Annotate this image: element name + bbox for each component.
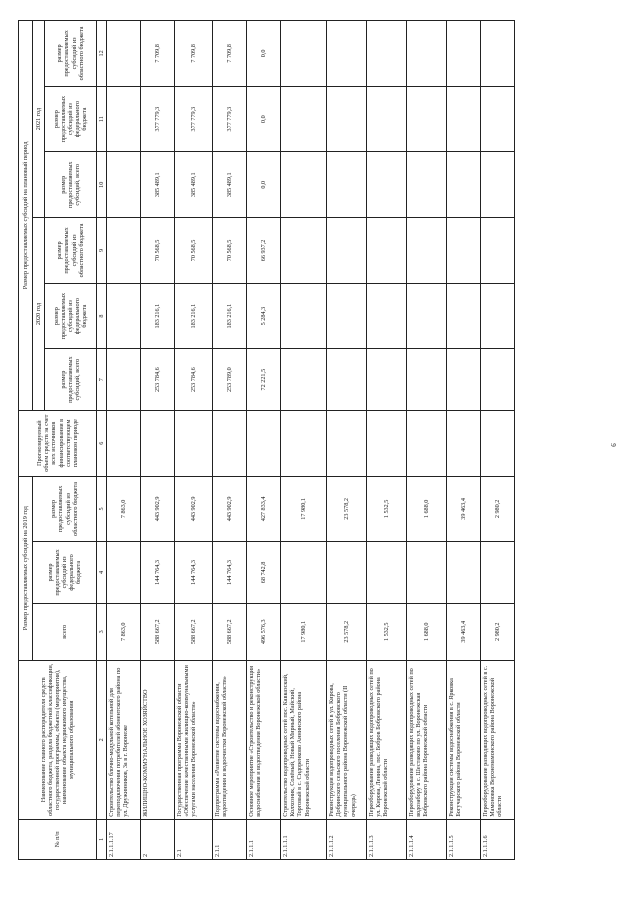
row-name-cell: Государственная программа Воронежской области «Обеспечение качественными жилищно-коммунальными услугами населения Воронежской области» [175, 660, 213, 819]
table-row [281, 21, 327, 860]
value-cell: 0,0 [247, 152, 281, 218]
row-number-cell: 2.1.1.1.6 [481, 819, 515, 859]
value-cell [327, 152, 367, 218]
row-number-cell: 2.1.1 [213, 819, 247, 859]
table-row [407, 21, 447, 860]
value-cell: 253 784,6 [141, 349, 175, 410]
header-regional-2019: размер предоставляемых субсидий из областного бюджета [33, 476, 97, 542]
column-number: 3 [97, 603, 107, 660]
value-cell [407, 218, 447, 284]
value-cell [327, 542, 367, 603]
value-cell [107, 86, 141, 152]
value-cell: 183 216,1 [175, 283, 213, 349]
value-cell [367, 218, 407, 284]
table-row [107, 21, 141, 860]
value-cell: 377 779,3 [175, 86, 213, 152]
value-cell [407, 283, 447, 349]
value-cell [281, 542, 327, 603]
value-cell: 66 937,2 [247, 218, 281, 284]
value-cell [281, 410, 327, 476]
table-row [141, 21, 175, 860]
value-cell [367, 349, 407, 410]
value-cell [407, 410, 447, 476]
value-cell [327, 86, 367, 152]
row-number-cell: 2.1.1.1 [247, 819, 281, 859]
value-cell: 0,0 [247, 21, 281, 87]
table-row [367, 21, 407, 860]
row-number-cell: 2.1.1.1.2 [327, 819, 367, 859]
value-cell: 253 789,0 [213, 349, 247, 410]
header-total-2020: размер предоставляемых субсидий, всего [45, 349, 97, 410]
row-name-cell: Строительство водопроводных сетей пос. Кавказский, Колхозник, Солёный, Новый Мирный, Майский, Торговый в с. Сидоренково Аннинского района Воронежской области [281, 660, 327, 819]
value-cell: 1 688,0 [407, 476, 447, 542]
value-cell: 1 688,0 [407, 603, 447, 660]
row-number-cell: 2.1 [175, 819, 213, 859]
value-cell: 144 764,3 [175, 542, 213, 603]
value-cell [447, 86, 481, 152]
header-regional-2021: размер предоставляемых субсидий из областного бюджета [45, 21, 97, 87]
value-cell: 443 902,9 [213, 476, 247, 542]
column-number: 7 [97, 349, 107, 410]
header-federal-2019: размер предоставляемых субсидий из федерального бюджета [33, 542, 97, 603]
value-cell [447, 283, 481, 349]
value-cell: 70 568,5 [175, 218, 213, 284]
value-cell [107, 21, 141, 87]
value-cell: 0,0 [247, 86, 281, 152]
header-plan-period: Размер предоставляемых субсидий на плановый период [19, 21, 33, 411]
value-cell: 23 578,2 [327, 476, 367, 542]
table-row [213, 21, 247, 860]
value-cell [107, 218, 141, 284]
table-row [247, 21, 281, 860]
value-cell: 144 764,3 [141, 542, 175, 603]
value-cell: 39 463,4 [447, 603, 481, 660]
column-number: 4 [97, 542, 107, 603]
header-total-2021: размер предоставляемых субсидий, всего [45, 152, 97, 218]
value-cell [367, 410, 407, 476]
row-number-cell: 2.1.1.1.5 [447, 819, 481, 859]
value-cell [481, 218, 515, 284]
value-cell: 253 784,6 [175, 349, 213, 410]
header-no: № п/п [19, 819, 97, 859]
value-cell: 23 578,2 [327, 603, 367, 660]
row-name-cell: Строительство блочно-модульной котельной для переподключения потребителей абонентского района по ул. Дружинников, 3а в г. Воронеже [107, 660, 141, 819]
value-cell [327, 410, 367, 476]
value-cell [141, 410, 175, 476]
value-cell [327, 218, 367, 284]
value-cell: 7 709,8 [175, 21, 213, 87]
value-cell [367, 21, 407, 87]
value-cell: 70 568,5 [213, 218, 247, 284]
column-number: 12 [97, 21, 107, 87]
value-cell: 377 779,3 [141, 86, 175, 152]
value-cell: 443 902,9 [141, 476, 175, 542]
value-cell [281, 86, 327, 152]
value-cell: 588 667,2 [213, 603, 247, 660]
row-name-cell: Основное мероприятие «Строительство и реконструкция водоснабжения и водоотведения Воронежской области» [247, 660, 281, 819]
row-name-cell: Реконструкция системы водоснабжения в с. Ярковка Богучарского района Воронежской области [447, 660, 481, 819]
value-cell: 183 216,1 [141, 283, 175, 349]
value-cell [481, 21, 515, 87]
value-cell: 385 489,1 [213, 152, 247, 218]
header-federal-2020: размер предоставляемых субсидий из федерального бюджета [45, 283, 97, 349]
value-cell [281, 349, 327, 410]
value-cell [367, 152, 407, 218]
value-cell [407, 349, 447, 410]
header-regional-2020: размер предоставляемых субсидий из областного бюджета [45, 218, 97, 284]
value-cell: 427 833,4 [247, 476, 281, 542]
value-cell: 496 576,3 [247, 603, 281, 660]
value-cell: 7 709,8 [141, 21, 175, 87]
value-cell: 588 667,2 [175, 603, 213, 660]
value-cell [107, 349, 141, 410]
value-cell [447, 21, 481, 87]
value-cell: 7 709,8 [213, 21, 247, 87]
value-cell [481, 542, 515, 603]
column-number: 2 [97, 660, 107, 819]
column-number: 9 [97, 218, 107, 284]
value-cell: 2 980,2 [481, 603, 515, 660]
value-cell: 385 489,1 [141, 152, 175, 218]
value-cell [327, 21, 367, 87]
row-name-cell: Переоборудование разводящих водопроводных сетей по водозабору в с. Шестаково по ул. Воронежская Бобровского района Воронежской области [407, 660, 447, 819]
value-cell [407, 21, 447, 87]
header-forecast: Прогнозируемый объем средств за счет всех источников финансирования в соответствующем плановом периоде [19, 410, 97, 476]
value-cell: 17 980,1 [281, 603, 327, 660]
value-cell: 72 221,5 [247, 349, 281, 410]
value-cell [367, 283, 407, 349]
row-name-cell: Подпрограмма «Развитие системы водоснабжения, водоотведения и водоочистки Воронежской области» [213, 660, 247, 819]
column-number: 6 [97, 410, 107, 476]
value-cell: 2 980,2 [481, 476, 515, 542]
value-cell: 385 489,1 [175, 152, 213, 218]
row-name-cell: Переоборудование разводящих водопроводных сетей в с. Мамоновка Верхнемамонского района Воронежской области [481, 660, 515, 819]
row-number-cell: 2.1.1.1.17 [107, 819, 141, 859]
column-number: 1 [97, 819, 107, 859]
value-cell [213, 410, 247, 476]
row-name-cell: Реконструкция водопроводных сетей в ул. Кирова, Добринского сельского поселения Бобровского муниципального района Воронежской области (II очередь) [327, 660, 367, 819]
row-number-cell: 2.1.1.1.1 [281, 819, 327, 859]
value-cell [281, 21, 327, 87]
table-row [447, 21, 481, 860]
value-cell [367, 542, 407, 603]
value-cell [447, 410, 481, 476]
value-cell [481, 86, 515, 152]
column-number: 11 [97, 86, 107, 152]
value-cell: 7 863,0 [107, 603, 141, 660]
value-cell [107, 152, 141, 218]
value-cell [281, 283, 327, 349]
value-cell [447, 542, 481, 603]
value-cell: 68 742,8 [247, 542, 281, 603]
header-name: Наименование главного распорядителя средств областного бюджета, раздела бюджетной классификации, государственной программы, объекта (мероприятия), наименование объекта недвижимого имущества, муниципального образования [19, 660, 97, 819]
value-cell [247, 410, 281, 476]
header-year-2020: 2020 год [33, 218, 45, 411]
table-row [175, 21, 213, 860]
value-cell [327, 349, 367, 410]
value-cell [447, 218, 481, 284]
value-cell: 443 902,9 [175, 476, 213, 542]
header-subsidy-2019: Размер предоставляемых субсидий на 2019 год [19, 476, 33, 660]
row-number-cell: 2.1.1.1.3 [367, 819, 407, 859]
value-cell: 144 764,3 [213, 542, 247, 603]
table-body [107, 21, 515, 860]
column-number: 10 [97, 152, 107, 218]
row-number-cell: 2.1.1.1.4 [407, 819, 447, 859]
column-number: 8 [97, 283, 107, 349]
table-row [327, 21, 367, 860]
subsidy-table [18, 20, 515, 860]
row-name-cell: ЖИЛИЩНО-КОММУНАЛЬНОЕ ХОЗЯЙСТВО [141, 660, 175, 819]
value-cell: 183 216,1 [213, 283, 247, 349]
value-cell [107, 410, 141, 476]
header-year-2021: 2021 год [33, 21, 45, 218]
column-number: 5 [97, 476, 107, 542]
value-cell [367, 86, 407, 152]
value-cell [481, 410, 515, 476]
value-cell [281, 152, 327, 218]
value-cell [107, 283, 141, 349]
value-cell [447, 152, 481, 218]
value-cell: 7 863,0 [107, 476, 141, 542]
value-cell [407, 542, 447, 603]
value-cell: 1 532,5 [367, 476, 407, 542]
value-cell [407, 86, 447, 152]
value-cell [481, 349, 515, 410]
row-number-cell: 2 [141, 819, 175, 859]
value-cell: 70 568,5 [141, 218, 175, 284]
value-cell: 5 284,3 [247, 283, 281, 349]
value-cell: 1 532,5 [367, 603, 407, 660]
value-cell [107, 542, 141, 603]
value-cell [175, 410, 213, 476]
page-number: 9 [608, 443, 617, 447]
value-cell [481, 152, 515, 218]
value-cell: 377 779,3 [213, 86, 247, 152]
value-cell [447, 349, 481, 410]
value-cell [407, 152, 447, 218]
value-cell: 39 463,4 [447, 476, 481, 542]
header-total: всего [33, 603, 97, 660]
table-row [481, 21, 515, 860]
value-cell [481, 283, 515, 349]
value-cell: 17 980,1 [281, 476, 327, 542]
header-federal-2021: размер предоставляемых субсидий из федерального бюджета [45, 86, 97, 152]
rotated-table-page [18, 20, 618, 860]
row-name-cell: Переоборудование разводящих водопроводных сетей по ул. Кирова, Ленина, пос. Бобров Бобровского района Воронежской области [367, 660, 407, 819]
value-cell [327, 283, 367, 349]
value-cell [281, 218, 327, 284]
value-cell: 588 667,2 [141, 603, 175, 660]
